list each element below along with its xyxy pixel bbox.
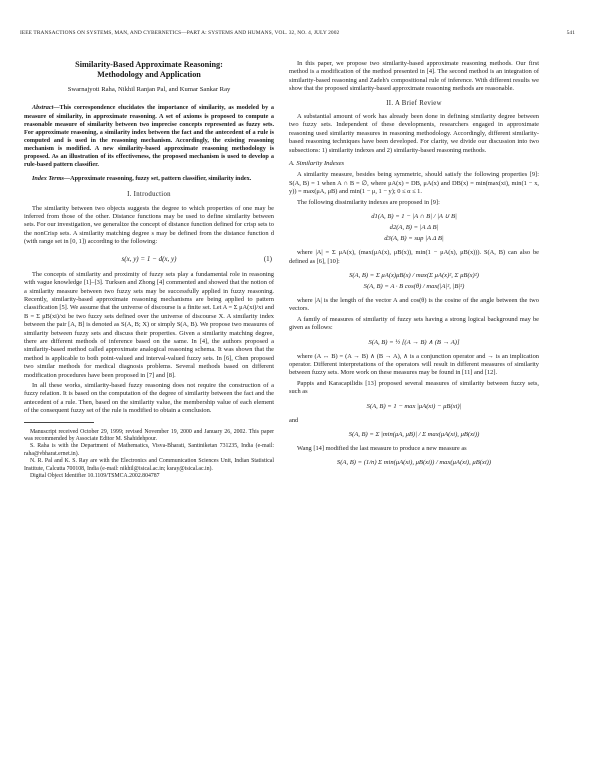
review-paragraph-6: A family of measures of similarity of fuzzy sets having a strong logical background may be given as follows:	[289, 315, 539, 332]
intro-paragraph-3: In all these works, similarity-based fuzzy reasoning does not require the construction of a fuzzy relation. It is based on the computation of the degree of similarity between the fact and the antecedent of a rule. Then, based on the similarity value, the membership value of each element of the consequent fuzzy set of the rule is modified to obtain a conclusion.	[24, 381, 274, 415]
equation-1-number: (1)	[263, 254, 272, 263]
review-paragraph-1: A substantial amount of work has already been done in defining similarity degree between two fuzzy sets. Independent of these developments, researchers engaged in approximate reasoning used similarity measures in reasoning methodology. Accordingly, different similarity-based reasoning techniques have been developed. For clarity, we divide our discussion into two subsections: 1) similarity indexes and 2) similarity-based reasoning methods.	[289, 113, 539, 154]
right-column	[289, 60, 539, 473]
equation-1-body: s(x, y) = 1 − d(x, y)	[121, 254, 177, 263]
review-paragraph-7: where (A ↔ B) = (A → B) ∧ (B → A), ∧ is a conjunction operator and → is an implication operator. Different interpretations of the operators will result in different measures of similarity between fuzzy sets. More work on these measures may be found in [11] and [12].	[289, 352, 539, 377]
footnote-author-2: N. R. Pal and K. S. Ray are with the Electronics and Communication Sciences Unit, Indian Statistical Institute, Calcutta 700108, India (e-mail: nikhil@isical.ac.in; ksray@isical.ac.in).	[24, 458, 274, 472]
intro-paragraph-1: The similarity between two objects suggests the degree to which properties of one may be inferred from those of the other. Distance functions may be used to define similarity between sets. For our investigation, we generalize the concept of distance function defined for crisp sets to the nonCrisp sets. A similarity matching degree s may be defined from the distance function d (with range set in [0, 1]) according to the following:	[24, 204, 274, 246]
abstract	[24, 104, 274, 169]
index-terms	[24, 175, 274, 183]
intro-paragraph-4: In this paper, we propose two similarity-based approximate reasoning methods. Our first method is a modification of the method presented in [4]. The second method is an integration of similarity-based reasoning and Zadeh's compositional rule of inference. With different results we show that the proposed similarity-based approximate reasoning methods are reasonable.	[289, 60, 539, 93]
subsection-heading-similarity: A. Similarity Indexes	[289, 160, 345, 168]
equation-d2: d2(A, B) = |A Δ B|	[389, 224, 439, 232]
review-paragraph-3: The following dissimilarity indexes are proposed in [9]:	[297, 198, 440, 206]
footnote-author-1: S. Raha is with the Department of Mathematics, Visva-Bharati, Santiniketan 731235, India (e-mail: raha@vbharat.ernet.in).	[24, 443, 274, 457]
page-number: 541	[566, 30, 575, 36]
and-word: and	[289, 416, 299, 424]
footnote-doi: Digital Object Identifier 10.1109/TSMCA.2002.804787	[30, 473, 160, 480]
dissimilarity-equations	[289, 211, 539, 244]
review-paragraph-8: Pappis and Karacapilidis [13] proposed several measures of similarity between fuzzy sets, such as	[289, 379, 539, 396]
index-terms-text: Approximate reasoning, fuzzy set, pattern classifier, similarity index.	[70, 175, 252, 183]
review-paragraph-9: Wang [14] modified the last measure to produce a new measure as	[297, 444, 467, 452]
similarity-equations	[289, 270, 539, 292]
running-header	[20, 30, 575, 36]
section-heading-review: II. A Brief Review	[386, 99, 442, 107]
equation-d3: d3(A, B) = sup |A Δ B|	[384, 235, 444, 243]
equation-s3: S(A, B) = ½ [(A → B) ∧ (B → A)]	[368, 338, 460, 346]
title-line-2: Methodology and Application	[97, 70, 201, 79]
left-column	[24, 60, 274, 480]
section-heading-introduction: I. Introduction	[127, 191, 171, 199]
equation-s2: S(A, B) = A · B cos(θ) / max(|A|², |B|²)	[363, 282, 465, 290]
equation-s4: S(A, B) = 1 − max |μA(xi) − μB(xi)|	[366, 402, 462, 410]
index-terms-label: Index Terms—	[32, 175, 71, 183]
review-paragraph-2: A similarity measure, besides being symmetric, should satisfy the following properties [9]: S(A, B) = 1 when A ∩ B = ∅, where μA(x) = DB, μA(x) and DB(x) = min(max(xi), min(1 − x, y)) = max(μA, μB) and min(1 − μ, 1 − y); 0 ≤ α ≤ 1.	[289, 171, 539, 196]
title-line-1: Similarity-Based Approximate Reasoning:	[75, 60, 223, 69]
footnote-manuscript: Manuscript received October 29, 1999; revised November 19, 2000 and January 26, 2002. This paper was recommended by Associate Editor M. Shahidehpour.	[24, 428, 274, 442]
intro-paragraph-2: The concepts of similarity and proximity of fuzzy sets play a fundamental role in reasoning with vague knowledge [1]–[3]. Turksen and Zhong [4] commented and showed that the notion of a similarity measure between two fuzzy sets may be successfully applied in fuzzy reasoning. Recently, similarity-based approximate reasoning mechanisms are being applied to pattern classification [5]. We assume that the universe of discourse is a finite set. Let A = Σ μA(xi)/xi and B = Σ μB(xi)/xi be two fuzzy sets defined over the universe of discourse X. A similarity index between the pair [A, B] is denoted as S(A, B; X) or simply S(A, B). We propose two measures of similarity between fuzzy sets and discuss their properties. Given a similarity matching degree, there are different methods of inference based on the same. In [4], the authors proposed a similarity-based method called approximate analogical reasoning schema. It was shown that the method is applicable to both point-valued and interval-valued fuzzy sets. In [6], Chen proposed two similar methods for medical diagnosis problems. Several methods based on different modification procedures have been proposed in [7] and [8].	[24, 270, 274, 379]
footnote-rule	[24, 422, 94, 423]
journal-header: IEEE TRANSACTIONS ON SYSTEMS, MAN, AND CYBERNETICS—PART A: SYSTEMS AND HUMANS, VOL. 32, NO. 4, JULY 2002	[20, 30, 340, 36]
paper-title	[24, 60, 274, 80]
abstract-text: This correspondence elucidates the importance of similarity, as modeled by a measure of similarity, in approximate reasoning. A set of axioms is proposed to compute a reasonable measure of similarity between two imprecise concepts represented as fuzzy sets. For approximate reasoning, a similarity index between the fact and the antecedent of a rule is computed and is used in the reasoning mechanism. Accordingly, the existing reasoning mechanism is modified. A new similarity-based approximate reasoning methodology is proposed. As an illustration of its effectiveness, the proposed mechanism is used to develop a rule-based pattern classifier.	[24, 104, 274, 169]
equation-s5: S(A, B) = Σ |min(μA, μB)| / Σ max(μA(xi), μB(xi))	[348, 430, 480, 438]
abstract-label: Abstract—	[32, 104, 60, 112]
authors: Swarnajyoti Raha, Nikhil Ranjan Pal, and Kumar Sankar Ray	[67, 86, 231, 93]
equation-d1: d1(A, B) = 1 − |A ∩ B| / |A ∪ B|	[371, 213, 457, 221]
review-paragraph-5: where |A| is the length of the vector A and cos(θ) is the cosine of the angle between the two vectors.	[289, 296, 539, 313]
review-paragraph-4: where |A| = Σ μA(x), (max(μA(x), μB(x)), min(1 − μA(x), μB(x))). S(A, B) can also be defined as [6], [10]:	[289, 249, 539, 265]
equation-1	[24, 253, 274, 265]
equation-s1: S(A, B) = Σ μA(x)μB(x) / max(Σ μA(x)², Σ μB(x)²)	[349, 271, 479, 279]
footnotes	[24, 429, 274, 481]
equation-s6: S(A, B) = (1/n) Σ min(μA(xi), μB(xi)) / max(μA(xi), μB(xi))	[336, 459, 492, 467]
